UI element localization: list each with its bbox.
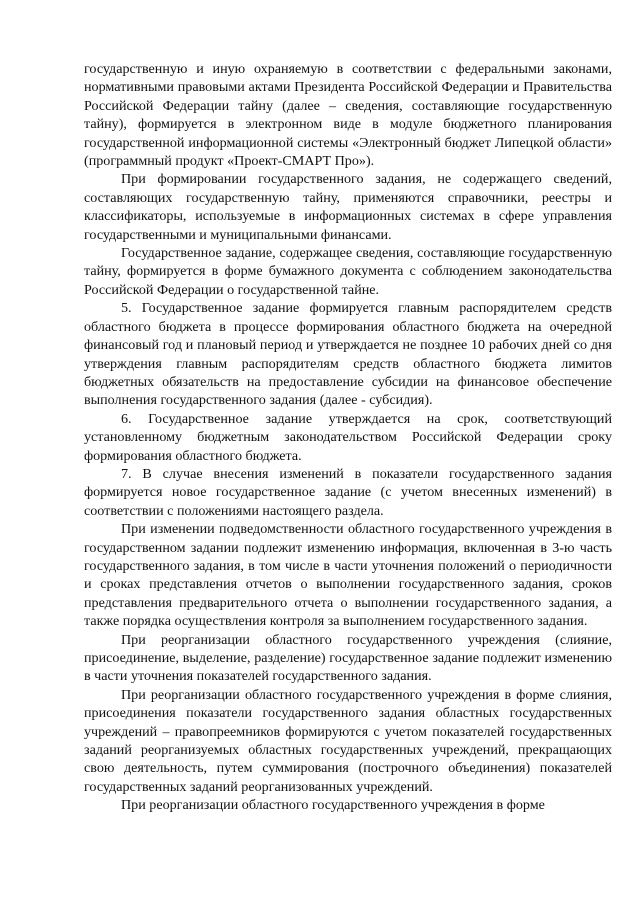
paragraph-merger: При реорганизации областного государственного учреждения в форме слияния, присоединения показатели государственного задания областных государственных учреждений – правопреемников формируются с учетом показателей государственных заданий реорганизуемых областных государственных учреждений, прекращающих свою деятельность, путем суммирования (построчного объединения) показателей государственных заданий реорганизованных учреждений. <box>84 686 612 795</box>
paragraph-item-5: 5. Государственное задание формируется главным распорядителем средств областного бюджета в процессе формирования областного бюджета на очередной финансовый год и плановый период и утверждается не позднее 10 рабочих дней со дня утверждения главным распорядителям средств областного бюджета лимитов бюджетных обязательств на предоставление субсидии на финансовое обеспечение выполнения государственного задания (далее - субсидия). <box>84 300 612 409</box>
paragraph-continuation: государственную и иную охраняемую в соответствии с федеральными законами, нормативными правовыми актами Президента Российской Федерации и Правительства Российской Федерации тайну (далее – сведения, составляющие государственную тайну), формируется в электронном виде в модуле бюджетного планирования государственной информационной системы «Электронный бюджет Липецкой области» (программный продукт «Проект-СМАРТ Про»). <box>84 61 612 170</box>
paragraph-item-6: 6. Государственное задание утверждается на срок, соответствующий установленному бюджетным законодательством Российской Федерации сроку формирования областного бюджета. <box>84 410 612 464</box>
paragraph-secret-task: Государственное задание, содержащее сведения, составляющие государственную тайну, формируется в форме бумажного документа с соблюдением законодательства Российской Федерации о государственной тайне. <box>84 245 612 298</box>
paragraph-subordination-change: При изменении подведомственности областного государственного учреждения в государственном задании подлежит изменению информация, включенная в 3-ю часть государственного задания, в том числе в части уточнения положений о периодичности и сроках представления отчетов о выполнении государственного задания, сроков представления предварительного отчета о выполнении государственного задания, а также порядка осуществления контроля за выполнением государственного задания. <box>84 521 612 630</box>
paragraph-reorganization: При реорганизации областного государственного учреждения (слияние, присоединение, выделение, разделение) государственное задание подлежит изменению в части уточнения показателей государственного задания. <box>84 631 612 685</box>
paragraph-non-secret-task: При формировании государственного задания, не содержащего сведений, составляющих государственную тайну, применяются справочники, реестры и классификаторы, используемые в информационных системах в сфере управления государственными и муниципальными финансами. <box>84 171 612 243</box>
paragraph-reorganization-form: При реорганизации областного государственного учреждения в форме <box>121 797 545 814</box>
paragraph-item-7: 7. В случае внесения изменений в показатели государственного задания формируется новое государственное задание (с учетом внесенных изменений) в соответствии с положениями настоящего раздела. <box>84 465 612 519</box>
document-page <box>84 60 612 815</box>
